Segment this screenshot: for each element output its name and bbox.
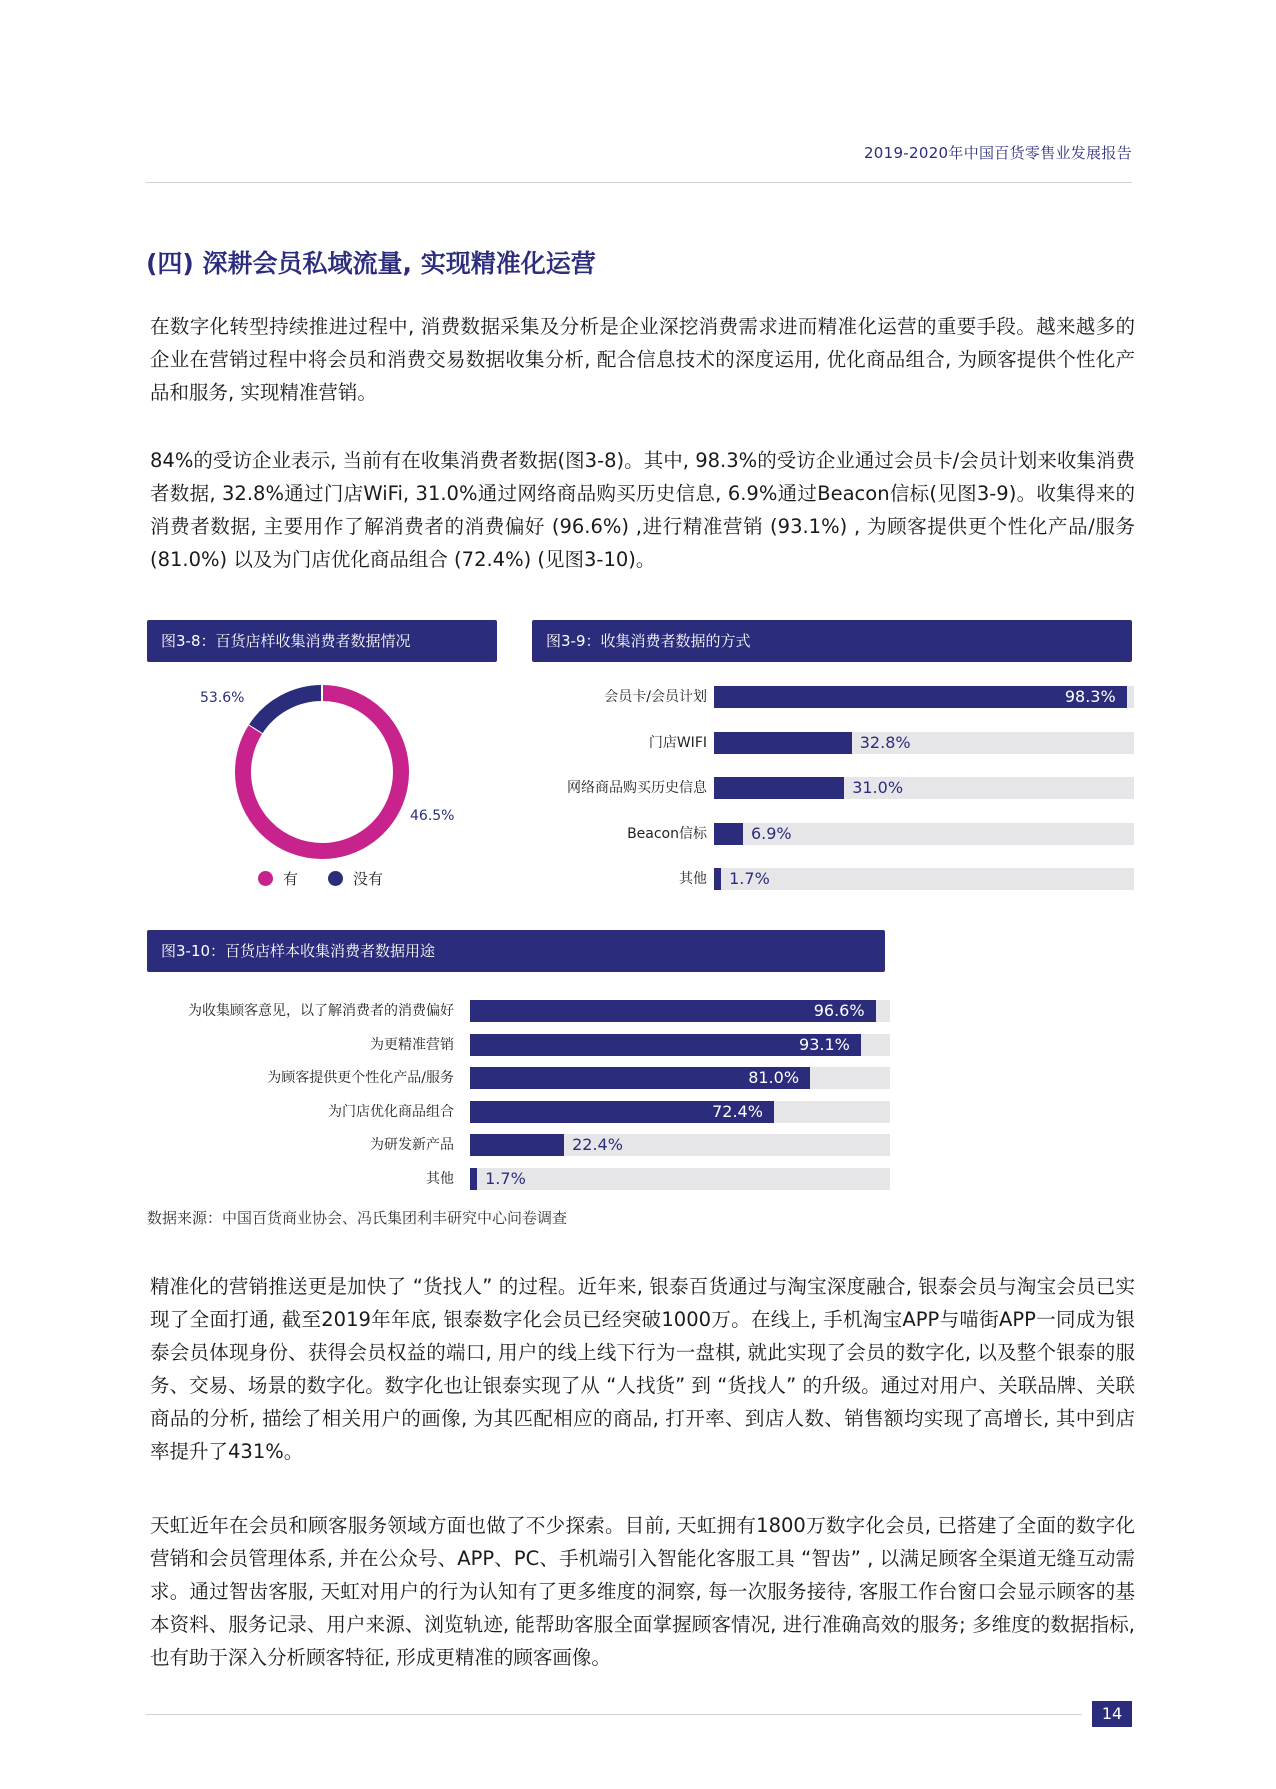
bar-category-label: 其他 [679,871,707,887]
bar-category-label: 为更精准营销 [370,1036,454,1053]
bar-fill [714,732,852,754]
legend-item-no [328,868,383,889]
bar-row [147,1168,890,1190]
bar-category-label: 门店WIFI [648,734,707,751]
bar-value-label: 98.3% [1064,687,1116,706]
bar-track [470,1034,890,1056]
legend-item-yes [258,868,298,889]
running-header: 2019-2020年中国百货零售业发展报告 [863,144,1132,162]
bar-track [470,1168,890,1190]
bar-fill [714,823,743,845]
bar-category-label: Beacon信标 [627,825,707,842]
bar-value-label: 72.4% [712,1101,763,1121]
header-divider [146,182,1132,183]
paragraph-3: 精准化的营销推送更是加快了 “货找人” 的过程。近年来, 银泰百货通过与淘宝深度融合, 银泰会员与淘宝会员已实现了全面打通, 截至2019年年底, 银泰数字化会员已经突破1000万。在线上, 手机淘宝APP与喵街APP一同成为银泰会员体现身份、获得会员权益的端口, 用户的线上线下行为一盘棋, 就此实现了会员的数字化, 以及整个银泰的服务、交易、场景的数字化。数字化也让银泰实现了从 “人找货” 到 “货找人” 的升级。通过对用户、关联品牌、关联商品的分析, 描绘了相关用户的画像, 为其匹配相应的商品, 打开率、到店人数、销售额均实现了高增长, 其中到店率提升了431%。 [150,1275,1135,1463]
bar-row [147,1034,890,1056]
bar-category-label: 其他 [426,1171,454,1187]
donut-legend [258,868,413,889]
donut-label-right: 46.5% [410,808,455,824]
bar-value-label: 93.1% [799,1034,850,1054]
bar-track [470,1067,890,1089]
bar-track [470,1101,890,1123]
legend-dot-yes [258,871,273,886]
bar-value-label: 32.8% [859,732,911,752]
bar-value-label: 96.6% [813,1001,865,1020]
paragraph-1: 在数字化转型持续推进过程中, 消费数据采集及分析是企业深挖消费需求进而精准化运营的重要手段。越来越多的企业在营销过程中将会员和消费交易数据收集分析, 配合信息技术的深度运用, 优化商品组合, 为顾客提供个性化产品和服务, 实现精准营销。 [150,315,1135,404]
bar-track [470,1134,890,1156]
bar-fill [470,1168,477,1190]
bar-fill [714,777,844,799]
figure-3-9-title: 图3-9：收集消费者数据的方式 [532,620,1132,662]
bar-track [714,823,1134,845]
bar-row [532,777,1134,799]
bar-track [714,732,1134,754]
bar-category-label: 为顾客提供更个性化产品/服务 [267,1070,454,1087]
page-number: 14 [1092,1701,1132,1727]
donut-label-top: 53.6% [200,690,245,706]
bar-value-label: 81.0% [748,1068,800,1088]
bar-category-label: 为门店优化商品组合 [328,1103,454,1120]
bar-track [714,686,1134,708]
bar-row [147,1134,890,1156]
bar-category-label: 为收集顾客意见，以了解消费者的消费偏好 [188,1003,454,1019]
bar-category-label: 会员卡/会员计划 [604,689,707,705]
bar-category-label: 网络商品购买历史信息 [567,780,707,796]
bar-row [532,732,1134,754]
donut-slice-no [255,693,322,730]
bar-row [147,1067,890,1089]
paragraph-2: 84%的受访企业表示, 当前有在收集消费者数据(图3-8)。其中, 98.3%的受访企业通过会员卡/会员计划来收集消费者数据, 32.8%通过门店WiFi, 31.0%通过网络商品购买历史信息, 6.9%通过Beacon信标(见图3-9)。收集得来的消费者数据, 主要用作了解消费者的消费偏好 (96.6%) ,进行精准营销 (93.1%) , 为顾客提供更个性化产品/服务 (81.0%) 以及为门店优化商品组合 (72.4%) (见图3-10)。 [150,449,1135,571]
bar-row [147,1000,890,1022]
bar-row [532,823,1134,845]
bar-value-label: 22.4% [572,1135,623,1155]
bar-value-label: 6.9% [750,823,792,843]
figure-3-10-title: 图3-10：百货店样本收集消费者数据用途 [147,930,885,972]
paragraph-4: 天虹近年在会员和顾客服务领域方面也做了不少探索。目前, 天虹拥有1800万数字化会员, 已搭建了全面的数字化营销和会员管理体系, 并在公众号、APP、PC、手机端引入智能化客服工具 “智齿” , 以满足顾客全渠道无缝互动需求。通过智齿客服, 天虹对用户的行为认知有了更多维度的洞察, 每一次服务接待, 客服工作台窗口会显示顾客的基本资料、服务记录、用户来源、浏览轨迹, 能帮助客服全面掌握顾客情况, 进行准确高效的服务; 多维度的数据指标, 也有助于深入分析顾客特征, 形成更精准的顾客画像。 [150,1514,1135,1669]
bar-category-label: 为研发新产品 [370,1137,454,1154]
bar-row [147,1101,890,1123]
legend-label-yes: 有 [283,870,299,888]
figure-3-8-title: 图3-8：百货店样收集消费者数据情况 [147,620,497,662]
bar-value-label: 1.7% [485,1169,526,1188]
bar-fill [714,868,721,890]
bar-row [532,686,1134,708]
bar-value-label: 31.0% [852,778,904,797]
bar-row [532,868,1134,890]
legend-label-no: 没有 [353,870,384,888]
section-title: (四) 深耕会员私域流量, 实现精准化运营 [146,249,596,278]
bar-fill [470,1134,564,1156]
donut-chart [234,684,410,860]
bar-track [714,868,1134,890]
footer-divider [146,1714,1082,1715]
source-note: 数据来源：中国百货商业协会、冯氏集团利丰研究中心问卷调查 [147,1209,568,1227]
bar-track [714,777,1134,799]
bar-track [470,1000,890,1022]
legend-dot-no [328,871,343,886]
bar-value-label: 1.7% [729,869,770,888]
